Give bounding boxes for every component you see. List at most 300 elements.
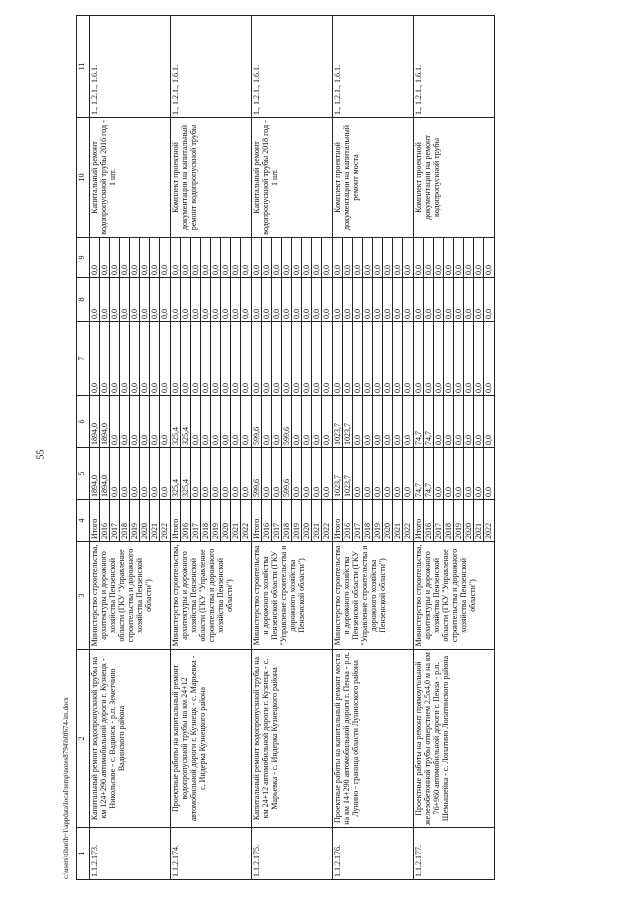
- federal-budget-value: 0,0: [353, 322, 363, 395]
- total-funding-value: 599,6: [282, 448, 292, 499]
- local-budget-value: 0,0: [272, 278, 282, 321]
- other-sources-value: 0,0: [333, 238, 343, 277]
- total-funding: [333, 448, 414, 500]
- local-budget-value: 0,0: [90, 278, 100, 321]
- total-funding-value: 0,0: [373, 448, 383, 499]
- years-value: 2022: [160, 523, 169, 539]
- total-funding-value: 0,0: [201, 448, 211, 499]
- years-value: 2021: [150, 500, 160, 541]
- local-budget: [414, 278, 495, 322]
- years-value: 2019: [130, 500, 140, 541]
- regional-budget: [171, 396, 252, 448]
- local-budget-value: 0,0: [464, 278, 474, 321]
- regional-budget-value: 0,0: [373, 396, 383, 447]
- years-value: 2018: [282, 500, 292, 541]
- regional-budget-value: 325,4: [181, 396, 191, 447]
- federal-budget-value: 0,0: [444, 322, 454, 395]
- other-sources-value: 0,0: [140, 238, 150, 277]
- regional-budget-value: 1894,0: [90, 396, 100, 447]
- total-funding-value: 0,0: [363, 448, 373, 499]
- federal-budget-value: 0,0: [414, 322, 424, 395]
- other-sources-value: 0,0: [484, 265, 493, 275]
- local-budget-value: 0,0: [252, 278, 262, 321]
- federal-budget: [414, 322, 495, 396]
- total-funding-value: 74,7: [414, 448, 424, 499]
- federal-budget-value: 0,0: [221, 322, 231, 395]
- other-sources-value: 0,0: [191, 238, 201, 277]
- federal-budget-value: 0,0: [140, 322, 150, 395]
- other-sources-value: 0,0: [434, 238, 444, 277]
- total-funding-value: 1894,0: [90, 448, 100, 499]
- total-funding-value: 599,6: [252, 448, 262, 499]
- local-budget-value: 0,0: [383, 278, 393, 321]
- federal-budget-value: 0,0: [130, 322, 140, 395]
- event-name: Капитальный ремонт водопропускной трубы на км 24+12 автомобильной дороги г. Кузнецк - с. Марьевка - с. Индерка Кузнецкого района: [252, 650, 333, 828]
- years-value: 2020: [140, 500, 150, 541]
- other-sources-value: 0,0: [454, 238, 464, 277]
- federal-budget-value: 0,0: [231, 322, 241, 395]
- local-budget: [171, 278, 252, 322]
- other-sources-value: 0,0: [353, 238, 363, 277]
- regional-budget-value: 0,0: [383, 396, 393, 447]
- local-budget-value: 0,0: [403, 309, 412, 319]
- other-sources-value: 0,0: [231, 238, 241, 277]
- regional-budget-value: 0,0: [140, 396, 150, 447]
- other-sources-value: 0,0: [414, 238, 424, 277]
- other-sources-value: 0,0: [262, 238, 272, 277]
- years-value: 2020: [464, 500, 474, 541]
- years-value: 2022: [484, 523, 493, 539]
- years-value: 2021: [393, 500, 403, 541]
- column-header: 8: [77, 278, 90, 322]
- expected-result: Комплект проектной документации на ремонт водопропускной трубы: [414, 118, 495, 238]
- other-sources: [171, 238, 252, 278]
- local-budget-value: 0,0: [474, 278, 484, 321]
- local-budget-value: 0,0: [414, 278, 424, 321]
- local-budget-value: 0,0: [454, 278, 464, 321]
- total-funding-value: 0,0: [272, 448, 282, 499]
- federal-budget-value: 0,0: [181, 322, 191, 395]
- indicator-links: 1., 1.2.1., 1.6.1.: [252, 16, 333, 118]
- total-funding-value: 0,0: [211, 448, 221, 499]
- regional-budget-value: 0,0: [312, 396, 322, 447]
- row-number: 1.1.2.174.: [171, 828, 252, 880]
- federal-budget-value: 0,0: [484, 383, 493, 393]
- local-budget-value: 0,0: [312, 278, 322, 321]
- table-row: [90, 16, 171, 880]
- local-budget-value: 0,0: [201, 278, 211, 321]
- column-header: 6: [77, 396, 90, 448]
- other-sources-value: 0,0: [363, 238, 373, 277]
- federal-budget-value: 0,0: [201, 322, 211, 395]
- years-value: 2016: [343, 500, 353, 541]
- local-budget-value: 0,0: [211, 278, 221, 321]
- regional-budget-value: 0,0: [353, 396, 363, 447]
- years-value: 2017: [272, 500, 282, 541]
- other-sources-value: 0,0: [120, 238, 130, 277]
- federal-budget-value: 0,0: [434, 322, 444, 395]
- local-budget-value: 0,0: [191, 278, 201, 321]
- other-sources-value: 0,0: [150, 238, 160, 277]
- local-budget-value: 0,0: [434, 278, 444, 321]
- years-value: 2020: [383, 500, 393, 541]
- regional-budget-value: 0,0: [201, 396, 211, 447]
- years-value: 2021: [474, 500, 484, 541]
- federal-budget-value: 0,0: [302, 322, 312, 395]
- regional-budget-value: 0,0: [221, 396, 231, 447]
- other-sources-value: 0,0: [201, 238, 211, 277]
- footer-file-path: c:\users\tiborih~1\appdata\local\temp\notes8794\b0f674-im.docx: [62, 696, 70, 879]
- executor: Министерство строительства и дорожного хозяйства Пензенской области (ГКУ "Управление строительства и дорожного хозяйства Пензенской области"): [333, 542, 414, 650]
- other-sources-value: 0,0: [211, 238, 221, 277]
- total-funding-value: 1894,0: [100, 448, 110, 499]
- regional-budget-value: 0,0: [211, 396, 221, 447]
- local-budget-value: 0,0: [292, 278, 302, 321]
- years: [333, 500, 414, 542]
- federal-budget-value: 0,0: [383, 322, 393, 395]
- federal-budget-value: 0,0: [90, 322, 100, 395]
- event-name: Капитальный ремонт водопропускной трубы на км 124+290 автомобильной дороги г. Кузнецк - Никольское - с. Вадинск - р.п. Земетчино Вадинского района: [90, 650, 171, 828]
- federal-budget-value: 0,0: [100, 322, 110, 395]
- other-sources-value: 0,0: [444, 238, 454, 277]
- total-funding-value: 0,0: [231, 448, 241, 499]
- regional-budget-value: 0,0: [484, 435, 493, 445]
- total-funding: [414, 448, 495, 500]
- other-sources-value: 0,0: [90, 238, 100, 277]
- years-value: 2022: [322, 523, 331, 539]
- regional-budget-value: 0,0: [393, 396, 403, 447]
- local-budget-value: 0,0: [373, 278, 383, 321]
- total-funding-value: 0,0: [191, 448, 201, 499]
- years-value: 2018: [201, 500, 211, 541]
- other-sources: [90, 238, 171, 278]
- federal-budget-value: 0,0: [403, 383, 412, 393]
- total-funding-value: 0,0: [464, 448, 474, 499]
- regional-budget-value: 599,6: [252, 396, 262, 447]
- other-sources-value: 0,0: [292, 238, 302, 277]
- other-sources-value: 0,0: [272, 238, 282, 277]
- regional-budget-value: 0,0: [434, 396, 444, 447]
- table-body: [90, 16, 495, 880]
- other-sources-value: 0,0: [383, 238, 393, 277]
- federal-budget-value: 0,0: [110, 322, 120, 395]
- federal-budget-value: 0,0: [343, 322, 353, 395]
- other-sources-value: 0,0: [221, 238, 231, 277]
- federal-budget-value: 0,0: [171, 322, 181, 395]
- row-number: 1.1.2.175.: [252, 828, 333, 880]
- local-budget-value: 0,0: [302, 278, 312, 321]
- expected-result: Капитальный ремонт водопропускной трубы 2018 год - 1 шт.: [252, 118, 333, 238]
- regional-budget-value: 0,0: [454, 396, 464, 447]
- years-value: 2020: [221, 500, 231, 541]
- other-sources-value: 0,0: [424, 238, 434, 277]
- other-sources-value: 0,0: [343, 238, 353, 277]
- years: [252, 500, 333, 542]
- regional-budget-value: 74,7: [424, 396, 434, 447]
- years-value: 2016: [100, 500, 110, 541]
- other-sources-value: 0,0: [171, 238, 181, 277]
- regional-budget-value: 0,0: [363, 396, 373, 447]
- local-budget-value: 0,0: [484, 309, 493, 319]
- federal-budget-value: 0,0: [211, 322, 221, 395]
- federal-budget-value: 0,0: [160, 383, 169, 393]
- other-sources: [252, 238, 333, 278]
- years-value: Итого: [171, 500, 181, 541]
- local-budget-value: 0,0: [241, 309, 250, 319]
- table-row: [252, 16, 333, 880]
- executor: Министерство строительства, архитектуры и дорожного хозяйства Пензенской области (ГКУ "Управление строительства и дорожного хозяйства Пензенской области"): [414, 542, 495, 650]
- regional-budget-value: 0,0: [262, 396, 272, 447]
- total-funding: [90, 448, 171, 500]
- local-budget-value: 0,0: [120, 278, 130, 321]
- local-budget-value: 0,0: [100, 278, 110, 321]
- regional-budget-value: 0,0: [120, 396, 130, 447]
- regional-budget: [333, 396, 414, 448]
- regional-budget-value: 0,0: [150, 396, 160, 447]
- program-table: [76, 15, 495, 880]
- regional-budget-value: 74,7: [414, 396, 424, 447]
- years-value: 2016: [424, 500, 434, 541]
- indicator-links: 1., 1.2.1., 1.6.1.: [333, 16, 414, 118]
- local-budget-value: 0,0: [262, 278, 272, 321]
- years-value: Итого: [252, 500, 262, 541]
- other-sources-value: 0,0: [252, 238, 262, 277]
- local-budget-value: 0,0: [130, 278, 140, 321]
- years-value: 2021: [231, 500, 241, 541]
- local-budget-value: 0,0: [353, 278, 363, 321]
- federal-budget-value: 0,0: [424, 322, 434, 395]
- regional-budget-value: 0,0: [241, 435, 250, 445]
- federal-budget-value: 0,0: [393, 322, 403, 395]
- federal-budget: [333, 322, 414, 396]
- total-funding-value: 325,4: [171, 448, 181, 499]
- column-header: 9: [77, 238, 90, 278]
- event-name: Проектные работы на капитальный ремонт водопропускной трубы на км 24+12 автомобильной дороги г. Кузнецк - с. Марьевка - с. Индерка Кузнецкого района: [171, 650, 252, 828]
- regional-budget-value: 0,0: [322, 435, 331, 445]
- local-budget-value: 0,0: [393, 278, 403, 321]
- total-funding-value: 0,0: [444, 448, 454, 499]
- table-row: [414, 16, 495, 880]
- total-funding-value: 325,4: [181, 448, 191, 499]
- years-value: 2017: [353, 500, 363, 541]
- local-budget-value: 0,0: [424, 278, 434, 321]
- header-row: [77, 16, 90, 880]
- regional-budget: [90, 396, 171, 448]
- row-number: 1.1.2.173.: [90, 828, 171, 880]
- executor: Министерство строительства и дорожного хозяйства Пензенской области (ГКУ "Управление строительства и дорожного хозяйства Пензенской области"): [252, 542, 333, 650]
- total-funding-value: 0,0: [353, 448, 363, 499]
- column-header: 11: [77, 16, 90, 118]
- total-funding-value: 0,0: [160, 487, 169, 497]
- total-funding-value: 0,0: [454, 448, 464, 499]
- regional-budget-value: 0,0: [110, 396, 120, 447]
- total-funding-value: 0,0: [312, 448, 322, 499]
- indicator-links: 1., 1.2.1., 1.6.1.: [171, 16, 252, 118]
- other-sources-value: 0,0: [160, 265, 169, 275]
- indicator-links: 1., 1.2.1., 1.6.1.: [90, 16, 171, 118]
- other-sources-value: 0,0: [312, 238, 322, 277]
- local-budget-value: 0,0: [333, 278, 343, 321]
- years-value: 2016: [181, 500, 191, 541]
- federal-budget-value: 0,0: [454, 322, 464, 395]
- years: [414, 500, 495, 542]
- program-table-sheet: [76, 16, 586, 880]
- regional-budget-value: 0,0: [292, 396, 302, 447]
- event-name: Проектные работы на ремонт прямоугольной железобетонной трубы отверстием 2,5х4,0 м на км 76+960 автомобильной дороги г. Пенза - р.п. Шемышейка - с. Лопатино Лопатинского района: [414, 650, 495, 828]
- regional-budget-value: 0,0: [231, 396, 241, 447]
- local-budget: [333, 278, 414, 322]
- local-budget-value: 0,0: [140, 278, 150, 321]
- federal-budget-value: 0,0: [373, 322, 383, 395]
- other-sources-value: 0,0: [464, 238, 474, 277]
- regional-budget: [252, 396, 333, 448]
- local-budget: [252, 278, 333, 322]
- local-budget-value: 0,0: [282, 278, 292, 321]
- years-value: Итого: [333, 500, 343, 541]
- regional-budget-value: 0,0: [160, 435, 169, 445]
- total-funding-value: 1023,7: [343, 448, 353, 499]
- other-sources-value: 0,0: [393, 238, 403, 277]
- total-funding-value: 0,0: [110, 448, 120, 499]
- other-sources: [333, 238, 414, 278]
- regional-budget-value: 0,0: [403, 435, 412, 445]
- column-header: 10: [77, 118, 90, 238]
- total-funding-value: 0,0: [393, 448, 403, 499]
- other-sources-value: 0,0: [302, 238, 312, 277]
- other-sources-value: 0,0: [474, 238, 484, 277]
- other-sources-value: 0,0: [241, 265, 250, 275]
- years-value: Итого: [90, 500, 100, 541]
- regional-budget-value: 0,0: [302, 396, 312, 447]
- total-funding-value: 0,0: [292, 448, 302, 499]
- event-name: Проектные работы на капитальный ремонт моста на км 14+290 автомобильной дороги г. Пенза - р.п. Лунино - граница области Лунинского района: [333, 650, 414, 828]
- years-value: 2016: [262, 500, 272, 541]
- regional-budget-value: 0,0: [444, 396, 454, 447]
- page-number: 55: [35, 449, 47, 460]
- total-funding-value: 0,0: [262, 448, 272, 499]
- years-value: 2019: [454, 500, 464, 541]
- regional-budget-value: 0,0: [272, 396, 282, 447]
- column-header: 5: [77, 448, 90, 500]
- total-funding-value: 0,0: [403, 487, 412, 497]
- total-funding: [252, 448, 333, 500]
- column-header: 3: [77, 542, 90, 650]
- column-header: 2: [77, 650, 90, 828]
- row-number: 1.1.2.177.: [414, 828, 495, 880]
- total-funding-value: 74,7: [424, 448, 434, 499]
- total-funding-value: 0,0: [221, 448, 231, 499]
- total-funding-value: 0,0: [474, 448, 484, 499]
- regional-budget-value: 0,0: [464, 396, 474, 447]
- regional-budget: [414, 396, 495, 448]
- local-budget-value: 0,0: [231, 278, 241, 321]
- other-sources-value: 0,0: [110, 238, 120, 277]
- years-value: 2020: [302, 500, 312, 541]
- federal-budget-value: 0,0: [322, 383, 331, 393]
- total-funding-value: 0,0: [150, 448, 160, 499]
- other-sources-value: 0,0: [403, 265, 412, 275]
- regional-budget-value: 325,4: [171, 396, 181, 447]
- executor: Министерство строительства, архитектуры и дорожного хозяйства Пензенской области (ГКУ "Управление строительства и дорожного хозяйства Пензенской области"): [90, 542, 171, 650]
- years-value: 2022: [241, 523, 250, 539]
- other-sources-value: 0,0: [373, 238, 383, 277]
- years-value: 2022: [403, 523, 412, 539]
- federal-budget-value: 0,0: [120, 322, 130, 395]
- other-sources-value: 0,0: [181, 238, 191, 277]
- years-value: 2019: [373, 500, 383, 541]
- local-budget-value: 0,0: [322, 309, 331, 319]
- column-header: 7: [77, 322, 90, 396]
- local-budget-value: 0,0: [181, 278, 191, 321]
- local-budget-value: 0,0: [444, 278, 454, 321]
- regional-budget-value: 0,0: [130, 396, 140, 447]
- local-budget-value: 0,0: [160, 309, 169, 319]
- local-budget-value: 0,0: [343, 278, 353, 321]
- years: [90, 500, 171, 542]
- local-budget-value: 0,0: [363, 278, 373, 321]
- regional-budget-value: 1894,0: [100, 396, 110, 447]
- federal-budget-value: 0,0: [241, 383, 250, 393]
- regional-budget-value: 599,6: [282, 396, 292, 447]
- expected-result: Капитальный ремонт водопропускной трубы 2016 год - 1 шт.: [90, 118, 171, 238]
- federal-budget: [90, 322, 171, 396]
- table-row: [333, 16, 414, 880]
- federal-budget: [252, 322, 333, 396]
- regional-budget-value: 1023,7: [333, 396, 343, 447]
- executor: Министерство строительства, архитектуры и дорожного хозяйства Пензенской области (ГКУ "Управление строительства и дорожного хозяйства Пензенской области"): [171, 542, 252, 650]
- years-value: 2017: [434, 500, 444, 541]
- local-budget-value: 0,0: [150, 278, 160, 321]
- total-funding-value: 0,0: [130, 448, 140, 499]
- years-value: 2018: [444, 500, 454, 541]
- federal-budget-value: 0,0: [252, 322, 262, 395]
- federal-budget-value: 0,0: [272, 322, 282, 395]
- other-sources: [414, 238, 495, 278]
- row-number: 1.1.2.176.: [333, 828, 414, 880]
- column-header: 1: [77, 828, 90, 880]
- years-value: 2017: [110, 500, 120, 541]
- column-header: 4: [77, 500, 90, 542]
- years-value: 2021: [312, 500, 322, 541]
- federal-budget-value: 0,0: [312, 322, 322, 395]
- federal-budget-value: 0,0: [464, 322, 474, 395]
- table-row: [171, 16, 252, 880]
- other-sources-value: 0,0: [282, 238, 292, 277]
- federal-budget-value: 0,0: [150, 322, 160, 395]
- other-sources-value: 0,0: [130, 238, 140, 277]
- total-funding: [171, 448, 252, 500]
- total-funding-value: 1023,7: [333, 448, 343, 499]
- expected-result: Комплект проектной документации на капитальный ремонт водопропускной трубы: [171, 118, 252, 238]
- regional-budget-value: 0,0: [191, 396, 201, 447]
- regional-budget-value: 0,0: [474, 396, 484, 447]
- federal-budget: [171, 322, 252, 396]
- expected-result: Комплект проектной документации на капитальный ремонт моста: [333, 118, 414, 238]
- years-value: 2019: [292, 500, 302, 541]
- regional-budget-value: 1023,7: [343, 396, 353, 447]
- total-funding-value: 0,0: [120, 448, 130, 499]
- federal-budget-value: 0,0: [474, 322, 484, 395]
- total-funding-value: 0,0: [434, 448, 444, 499]
- federal-budget-value: 0,0: [333, 322, 343, 395]
- federal-budget-value: 0,0: [363, 322, 373, 395]
- years: [171, 500, 252, 542]
- years-value: 2019: [211, 500, 221, 541]
- other-sources-value: 0,0: [100, 238, 110, 277]
- years-value: Итого: [414, 500, 424, 541]
- total-funding-value: 0,0: [302, 448, 312, 499]
- federal-budget-value: 0,0: [282, 322, 292, 395]
